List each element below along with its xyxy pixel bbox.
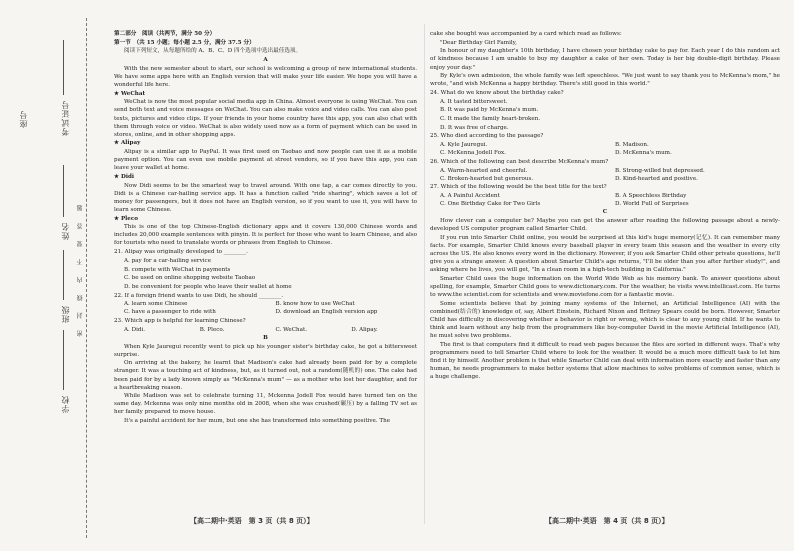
passage-b-label: B xyxy=(263,334,268,341)
question-21: 21. Alipay was originally developed to ________. xyxy=(114,249,248,256)
part-heading: 第二部分 阅读（共两节，满分 50 分） xyxy=(114,31,216,37)
q21-option-c: C. be used on online shopping website Taobao xyxy=(124,275,256,282)
passage-c-p1: How clever can a computer be? Maybe you can get the answer after reading the following passage about a newly-developed US computer program called Smarter Child. xyxy=(430,217,780,233)
q21-option-a: A. pay for a car-hailing service xyxy=(124,257,211,264)
page-4-footer: 【高二期中·英语 第 4 页（共 8 页）】 xyxy=(545,517,669,525)
q26-option-b: B. Strong-willed but depressed. xyxy=(615,167,705,174)
name-label: 姓名 xyxy=(61,222,70,240)
section-heading: 第一节 （共 15 小题；每小题 2.5 分，满分 37.5 分） xyxy=(114,39,255,46)
q23-option-d: D. Alipay. xyxy=(351,326,378,333)
page-3-footer: 【高二期中·英语 第 3 页（共 8 页）】 xyxy=(190,517,314,525)
passage-c-p4: Some scientists believe that by joining many systems of the Internet, an Artificial Intelligence (AI) with the combined(结合的) knowledge of, say, Albert Einstein, Richard Nixon and Britney Spears could be born. However, Smarter Child has difficulty in discovering whether a behavior is right or wrong, which is clear to any young child. If he wants to think and learn without any help from the programmers like boy-computer David in the movie Artificial Intelligence (AI), he must solve two problems. xyxy=(430,300,780,340)
passage-b-p3: While Madison was set to celebrate turning 11, Mckenna Jodell Fox would have turned ten on the same day. Mckenna was only nine months old in 2008, when she was crushed(碾压) by a falling TV set as her family prepared to move house. xyxy=(114,393,417,416)
q26-option-c: C. Broken-hearted but generous. xyxy=(440,175,534,182)
q21-option-b: B. compete with WeChat in payments xyxy=(124,266,231,273)
q27-option-d: D. World Full of Surprises xyxy=(615,201,689,208)
passage-a-label: A xyxy=(263,57,268,64)
passage-b-p2: On arriving at the bakery, he learnt that Madison's cake had already been paid for by a complete stranger. It was a touching act of kindness, but, as it turned out, not a random(随机的) one. The cake had been paid for by a lady known simply as "McKenna's mum" — as a mother who lost her daughter, and for a heartbreaking reason. xyxy=(114,360,417,391)
card-greeting: "Dear Birthday Girl Family, xyxy=(440,39,517,46)
instruction: 阅读下列短文，从每题所给的 A、B、C、D 四个选项中选出最佳选项。 xyxy=(124,48,302,55)
seal-dashed-line xyxy=(86,18,87,538)
passage-c-label: C xyxy=(602,209,608,216)
q24-option-c: C. It made the family heart-broken. xyxy=(440,116,541,123)
q22-option-c: C. have a passenger to ride with xyxy=(124,309,216,316)
passage-c-p3: Smarter Child uses the huge information on the World Wide Web as his memory bank. To answer questions about spelling, for example, Smarter Child goes to www.dictionary.com. For the weather, he visits www.intellicast.com. He turns to www.the scientist.com for scientists and www.moviefone.com for a fantastic movie. xyxy=(430,275,780,298)
question-26: 26. Which of the following can best describe McKenna's mum? xyxy=(430,158,609,165)
binding-margin xyxy=(0,0,100,551)
alipay-heading: ★ Alipay xyxy=(114,140,141,147)
q27-option-c: C. One Birthday Cake for Two Girls xyxy=(440,201,541,208)
q22-options-row-2 xyxy=(114,308,417,316)
q27-option-a: A. A Painful Accident xyxy=(440,193,500,200)
name-field[interactable] xyxy=(63,165,64,217)
q27-options-row-2 xyxy=(430,200,780,208)
q23-option-c: C. WeChat. xyxy=(275,326,307,333)
question-25: 25. Who died according to the passage? xyxy=(430,133,544,140)
q24-option-a: A. It tasted bittersweet. xyxy=(440,98,508,105)
q22-option-d: D. download an English version app xyxy=(275,309,378,316)
q25-option-d: D. McKenna's mum. xyxy=(615,150,672,157)
q25-option-b: B. Madison. xyxy=(615,142,649,149)
question-24: 24. What do we know about the birthday cake? xyxy=(430,90,564,97)
q21-option-d: D. be convenient for people who leave their wallet at home xyxy=(124,283,292,290)
passage-b-p4: It's a painful accident for her mum, but one she has transformed into something positive. The xyxy=(124,418,391,425)
q24-option-d: D. It was free of charge. xyxy=(440,124,509,131)
passage-b-continued: cake she bought was accompanied by a card which read as follows: xyxy=(430,31,622,37)
didi-heading: ★ Didi xyxy=(114,173,134,180)
q27-options-row-1 xyxy=(430,192,780,200)
q27-option-b: B. A Speechless Birthday xyxy=(615,193,687,200)
q25-options-row-2 xyxy=(430,149,780,157)
q22-option-b: B. know how to use WeChat xyxy=(275,301,355,308)
exam-no-field[interactable] xyxy=(63,40,64,95)
exam-no-label: 考试证号 xyxy=(61,100,70,136)
q23-option-a: A. Didi. xyxy=(124,326,146,333)
q26-option-a: A. Warm-hearted and cheerful. xyxy=(440,167,528,174)
question-27: 27. Which of the following would be the best title for the text? xyxy=(430,184,607,191)
didi-paragraph: Now Didi seems to be the smartest way to travel around. With one tap, a car comes directly to you. Didi is a Chinese car-hailing service app. It has a function called "ride sharing", which saves a lot of money for passengers, but it does not have an English version, so if you want to use it, you will have to learn some Chinese. xyxy=(114,182,417,213)
alipay-paragraph: Alipay is a similar app to PayPal. It was first used on Taobao and now people can use it as a mobile payment option. You can even use mobile payment at street vendors, so if you have this app, you can leave your wallet at home. xyxy=(114,149,417,172)
school-field[interactable] xyxy=(63,330,64,390)
q23-options xyxy=(114,326,417,334)
question-23: 23. Which app is helpful for learning Chinese? xyxy=(114,318,246,325)
passage-a-intro: With the new semester about to start, our school is welcoming a group of new international students. We have some apps here with an English version that will make your life easier. We hope you will have a wonderful life here. xyxy=(114,65,417,88)
card-body: In honour of my daughter's 10th birthday, I have chosen your birthday cake to pay for. Each year I do this random act of kindness because I am unable to buy my daughter a cake of her own. Today is her big double-digit birthday. Please enjoy your day." xyxy=(430,48,780,71)
passage-b-p1: When Kyle Jauregui recently went to pick up his younger sister's birthday cake, he got a bittersweet surprise. xyxy=(114,343,417,358)
q24-option-b: B. It was paid by McKenna's mum. xyxy=(440,107,539,114)
class-label: 班级 xyxy=(61,305,70,323)
question-22: 22. If a foreign friend wants to use Didi, he should ________. xyxy=(114,292,284,299)
page-4-column xyxy=(430,30,780,382)
q25-option-a: A. Kyle Jauregui. xyxy=(440,142,488,149)
pleco-paragraph: This is one of the top Chinese-English dictionary apps and it covers 130,000 Chinese words and includes 20,000 example sentences with pinyin. It is perfect for those who want to learn Chinese, and also for tourists who need to translate words or phrases from English to Chinese. xyxy=(114,224,417,247)
q22-options-row-1 xyxy=(114,300,417,308)
q23-option-b: B. Pleco. xyxy=(199,326,225,333)
q22-option-a: A. learn some Chinese xyxy=(124,301,188,308)
passage-b-p5: By Kyle's own admission, the whole family was left speechless. "We just want to say thank you to McKenna's mom," he wrote, "and wish McKenna a happy birthday. There's still good in this world." xyxy=(430,73,780,88)
passage-c-p2: If you run into Smarter Child online, you would be surprised at this kid's huge memory(记忆). It can remember many facts. For example, Smarter Child knows every baseball player in every team this season and the weather in every city across the US. He also knows every word in the dictionary. However, if you ask Smarter Child other private questions, he'll give you a strange answer. A question about Smarter Child's age returns, "I'll be older than you after further study!", and asking where he lives, you will get, "In a clean room in a high-tech building in California." xyxy=(430,234,780,274)
class-field[interactable] xyxy=(63,250,64,300)
school-label: 学校 xyxy=(61,395,70,413)
seat-no-label: 座号 xyxy=(19,110,28,128)
wechat-paragraph: WeChat is now the most popular social media app in China. Almost everyone is using WeChat. You can send both text and voice messages on WeChat. You can also make voice and video calls. You can also post texts, pictures and video clips. If your friends in your home country have this app, you can also chat with them through voice or video. WeChat is also widely used now as a form of payment which can be used in stores, online, and in other shopping apps. xyxy=(114,99,417,138)
q26-options-row-2 xyxy=(430,175,780,183)
passage-c-p5: The first is that computers find it difficult to read web pages because the files are sorted in different ways. That's why programmers need to tell Smarter Child where to look for the weather. It would be a much more difficult task to let him find it by himself. Another problem is that while Smarter Child can deal with information more exactly and faster than any human, he needs programmers to make better systems that allow machines to solve problems of common sense, which is a huge challenge. xyxy=(430,341,780,381)
page-3-column xyxy=(114,30,417,426)
q26-option-d: D. Kind-hearted and positive. xyxy=(615,175,698,182)
wechat-heading: ★ WeChat xyxy=(114,90,146,97)
pleco-heading: ★ Pleco xyxy=(114,215,138,222)
q25-options-row-1 xyxy=(430,141,780,149)
q25-option-c: C. McKenna Jodell Fox. xyxy=(440,150,506,157)
seal-line-notice: 密 封 线 内 不 要 答 题 xyxy=(77,200,84,337)
page-divider xyxy=(424,24,425,524)
q26-options-row-1 xyxy=(430,167,780,175)
